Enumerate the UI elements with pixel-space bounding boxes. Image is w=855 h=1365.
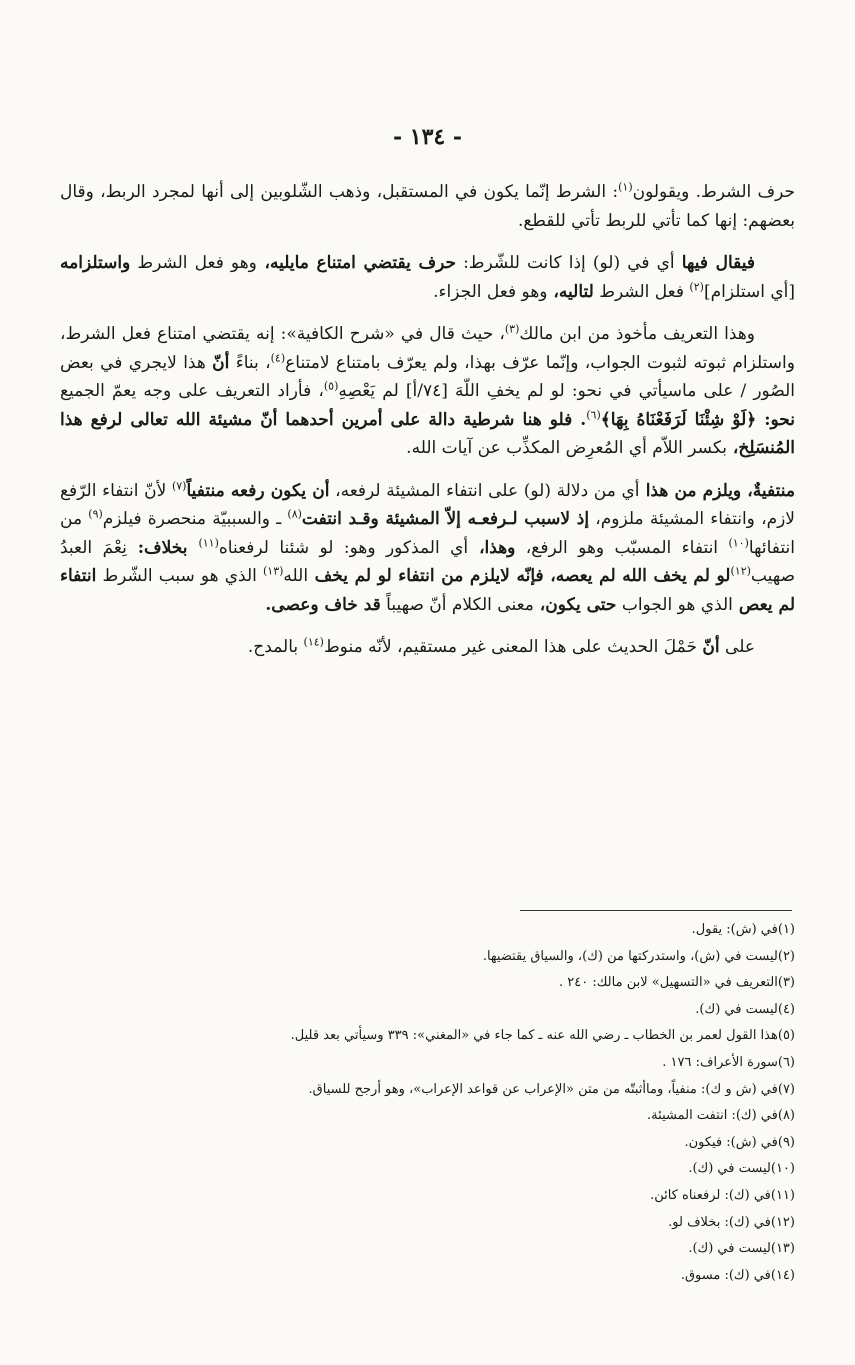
- text-run: على: [719, 637, 755, 657]
- paragraph: [60, 178, 795, 235]
- footnote: [60, 1156, 795, 1183]
- footnote-text: ليست في (ش)، واستدركتها من (ك)، والسياق يقتضيها.: [482, 948, 778, 964]
- bold-text-run: أنّ: [702, 637, 720, 657]
- page-number: - ١٣٤ -: [392, 124, 463, 150]
- footnote-text: ليست في (ك).: [688, 1161, 771, 1177]
- bold-text-run: قد خاف وعصى.: [265, 594, 381, 615]
- footnote-text: في (ش): يقول.: [691, 922, 778, 937]
- footnote-ref: (١٣): [262, 564, 284, 578]
- bold-text-run: انتفاء لم يعص: [60, 566, 795, 615]
- bold-text-run: واستلزامه: [60, 253, 131, 273]
- footnote-ref: (٩): [88, 507, 103, 521]
- footnote-number: (١): [777, 922, 795, 937]
- footnote-number: (١٠): [770, 1161, 795, 1177]
- footnote-number: (٧): [777, 1081, 795, 1097]
- footnote: [60, 1210, 795, 1237]
- text-run: [أي استلزام]: [703, 281, 795, 302]
- text-run: ، فأراد التعريف على وجه يعمّ الجميع: [60, 381, 324, 401]
- bold-text-run: إذ لاسبب لـرفعـه إلاّ المشيئة وقـد انتفت: [301, 509, 590, 529]
- paragraph: [60, 477, 795, 620]
- text-run: بالمدح.: [247, 637, 304, 657]
- text-run: هذا لايجري في بعض الصُور / على ماسيأتي في نحو: لو لم يخفِ اللّهَ [٧٤/أ] لم يَعْصِهِ: [60, 352, 795, 401]
- bold-text-run: لتاليه،: [547, 281, 594, 302]
- footnote-ref: (١٢): [730, 564, 751, 578]
- paragraph: [60, 320, 795, 463]
- footnote-ref: (٢): [689, 279, 704, 293]
- text-run: وهو فعل الجزاء.: [433, 281, 548, 302]
- text-run: حرف الشرط. ويقولون: [632, 182, 796, 202]
- footnote: [60, 917, 795, 944]
- bold-text-run: منتفيةٌ، ويلزم من هذا: [639, 480, 795, 501]
- footnote-ref: (٨): [287, 507, 302, 521]
- footnote-text: سورة الأعراف: ١٧٦ .: [662, 1054, 778, 1070]
- footnotes: [60, 917, 795, 1289]
- bold-text-run: حرف يقتضي امتناع مايليه،: [256, 253, 456, 273]
- footnote-text: في (ش و ك): منفياً، وماأثبتّه من متن «الإعراب عن قواعد الإعراب»، وهو أرجح للسياق.: [308, 1081, 778, 1097]
- text-run: الذي هو الجواب: [616, 594, 733, 615]
- footnote-text: في (ك): بخلاف لو.: [668, 1214, 771, 1230]
- footnote-text: في (ك): انتفت المشيئة.: [647, 1108, 778, 1124]
- footnote-ref: (٤): [270, 350, 286, 364]
- text-run: انتفاء المسبّب وهو الرفع،: [515, 537, 729, 558]
- footnote-ref: (٥): [323, 379, 339, 393]
- footnote-text: التعريف في «التسهيل» لابن مالك: ٢٤٠ .: [559, 975, 778, 991]
- footnote-number: (٩): [777, 1134, 795, 1150]
- text-run: نِعْمَ العبدُ صهيب: [60, 537, 796, 586]
- footnote-number: (٣): [777, 975, 795, 991]
- text-run: أي من دلالة (لو) على انتفاء المشيئة لرفعه،: [329, 480, 640, 501]
- text-run: الذي هو سبب الشّرط: [96, 566, 263, 586]
- bold-text-run: لو لم يخف الله لم يعصه، فإنّه لايلزم من انتفاء لو لم يخف: [308, 566, 731, 586]
- text-run: لأنّ انتفاء الرّفع لازم، وانتفاء المشيئة ملزوم،: [60, 480, 795, 529]
- footnote: [60, 944, 795, 971]
- bold-text-run: وهذا،: [468, 537, 516, 558]
- footnote-separator: [520, 910, 792, 911]
- text-run: الله: [283, 566, 309, 586]
- text-run: : الشرط إنّما يكون في المستقبل، وذهب الشّلوبين إلى أنها لمجرد الربط، وقال بعضهم: إنها كما تأتي للربط تأتي للقطع.: [60, 182, 795, 231]
- footnote-text: ليست في (ك).: [695, 1001, 778, 1017]
- footnote-number: (٦): [777, 1054, 795, 1070]
- footnote-number: (١٢): [770, 1214, 795, 1230]
- footnote-text: ليست في (ك).: [688, 1241, 771, 1257]
- text-run: حَمْلَ الحديث على هذا المعنى غير مستقيم، لأنّه منوط: [323, 637, 703, 657]
- footnote-ref: (٧): [171, 478, 187, 492]
- footnote-ref: (١): [618, 180, 633, 194]
- bold-text-run: فيقال فيها: [681, 253, 755, 273]
- footnote-number: (٢): [777, 948, 795, 964]
- bold-text-run: . فلو هنا شرطية دالة على أمرين أحدهما أنّ مشيئة الله تعالى لرفع هذا المُنسَلِخ،: [60, 409, 795, 458]
- text-run: من انتفائها: [60, 509, 795, 558]
- footnote-number: (٤): [777, 1001, 795, 1017]
- paragraph: [60, 633, 795, 662]
- bold-text-run: حتى يكون،: [533, 594, 617, 615]
- text-run: ، حيث قال في «شرح الكافية»: إنه يقتضي امتناع فعل الشرط، واستلزام ثبوته لثبوت الجواب، وإنّما عرّف بهذا، ولم يعرّف بامتناع لامتناع: [60, 324, 795, 373]
- footnote-number: (٥): [777, 1028, 795, 1044]
- footnote-text: هذا القول لعمر بن الخطاب ـ رضي الله عنه ـ كما جاء في «المغني»: ٣٣٩ وسيأتي بعد قليل.: [290, 1028, 778, 1044]
- footnote: [60, 997, 795, 1024]
- bold-text-run: أنّ: [212, 352, 230, 373]
- footnote-text: في (ك): لرفعناه كائن.: [650, 1187, 771, 1203]
- footnote: [60, 1130, 795, 1157]
- text-run: ، بناءً: [229, 352, 271, 373]
- footnote: [60, 1236, 795, 1263]
- footnote: [60, 1050, 795, 1077]
- bold-text-run: أن يكون رفعه منتفياً: [186, 480, 330, 501]
- text-run: معنى الكلام أنّ صهيباً: [380, 594, 534, 615]
- bold-text-run: بخلاف:: [126, 537, 199, 558]
- text-run: أي في (لو) إذا كانت للشّرط:: [455, 253, 682, 273]
- text-run: فعل الشرط: [593, 281, 690, 302]
- footnote: [60, 970, 795, 997]
- footnote-text: في (ش): فيكون.: [684, 1134, 778, 1150]
- footnote-number: (١٣): [770, 1241, 795, 1257]
- text-run: أي المذكور وهو: لو شئنا لرفعناه: [218, 537, 469, 558]
- footnote: [60, 1183, 795, 1210]
- main-text: [60, 178, 795, 676]
- footnote: [60, 1023, 795, 1050]
- footnote-ref: (١١): [198, 535, 219, 549]
- footnote-text: في (ك): مسوق.: [680, 1267, 771, 1283]
- footnote-number: (١١): [770, 1187, 795, 1203]
- bold-text-run: نحو: ﴿لَوْ شِئْنَا لَرَفَعْنَاهُ بِهَا﴾: [600, 409, 795, 430]
- footnote: [60, 1263, 795, 1290]
- paragraph: [60, 249, 795, 306]
- footnote-ref: (٣): [504, 322, 520, 336]
- footnote-ref: (٦): [586, 407, 601, 421]
- footnote-ref: (١٠): [728, 535, 749, 549]
- footnote: [60, 1103, 795, 1130]
- footnote-number: (٨): [777, 1108, 795, 1124]
- text-run: وهذا التعريف مأخوذ من ابن مالك: [519, 324, 755, 344]
- footnote: [60, 1077, 795, 1104]
- footnote-ref: (١٤): [303, 635, 324, 649]
- footnote-number: (١٤): [770, 1267, 795, 1283]
- text-run: ـ والسببيّة منحصرة فيلزم: [102, 509, 288, 529]
- text-run: وهو فعل الشرط: [130, 253, 257, 273]
- text-run: بكسر اللاّم أي المُعرِض المكذِّب عن آيات الله.: [406, 438, 727, 458]
